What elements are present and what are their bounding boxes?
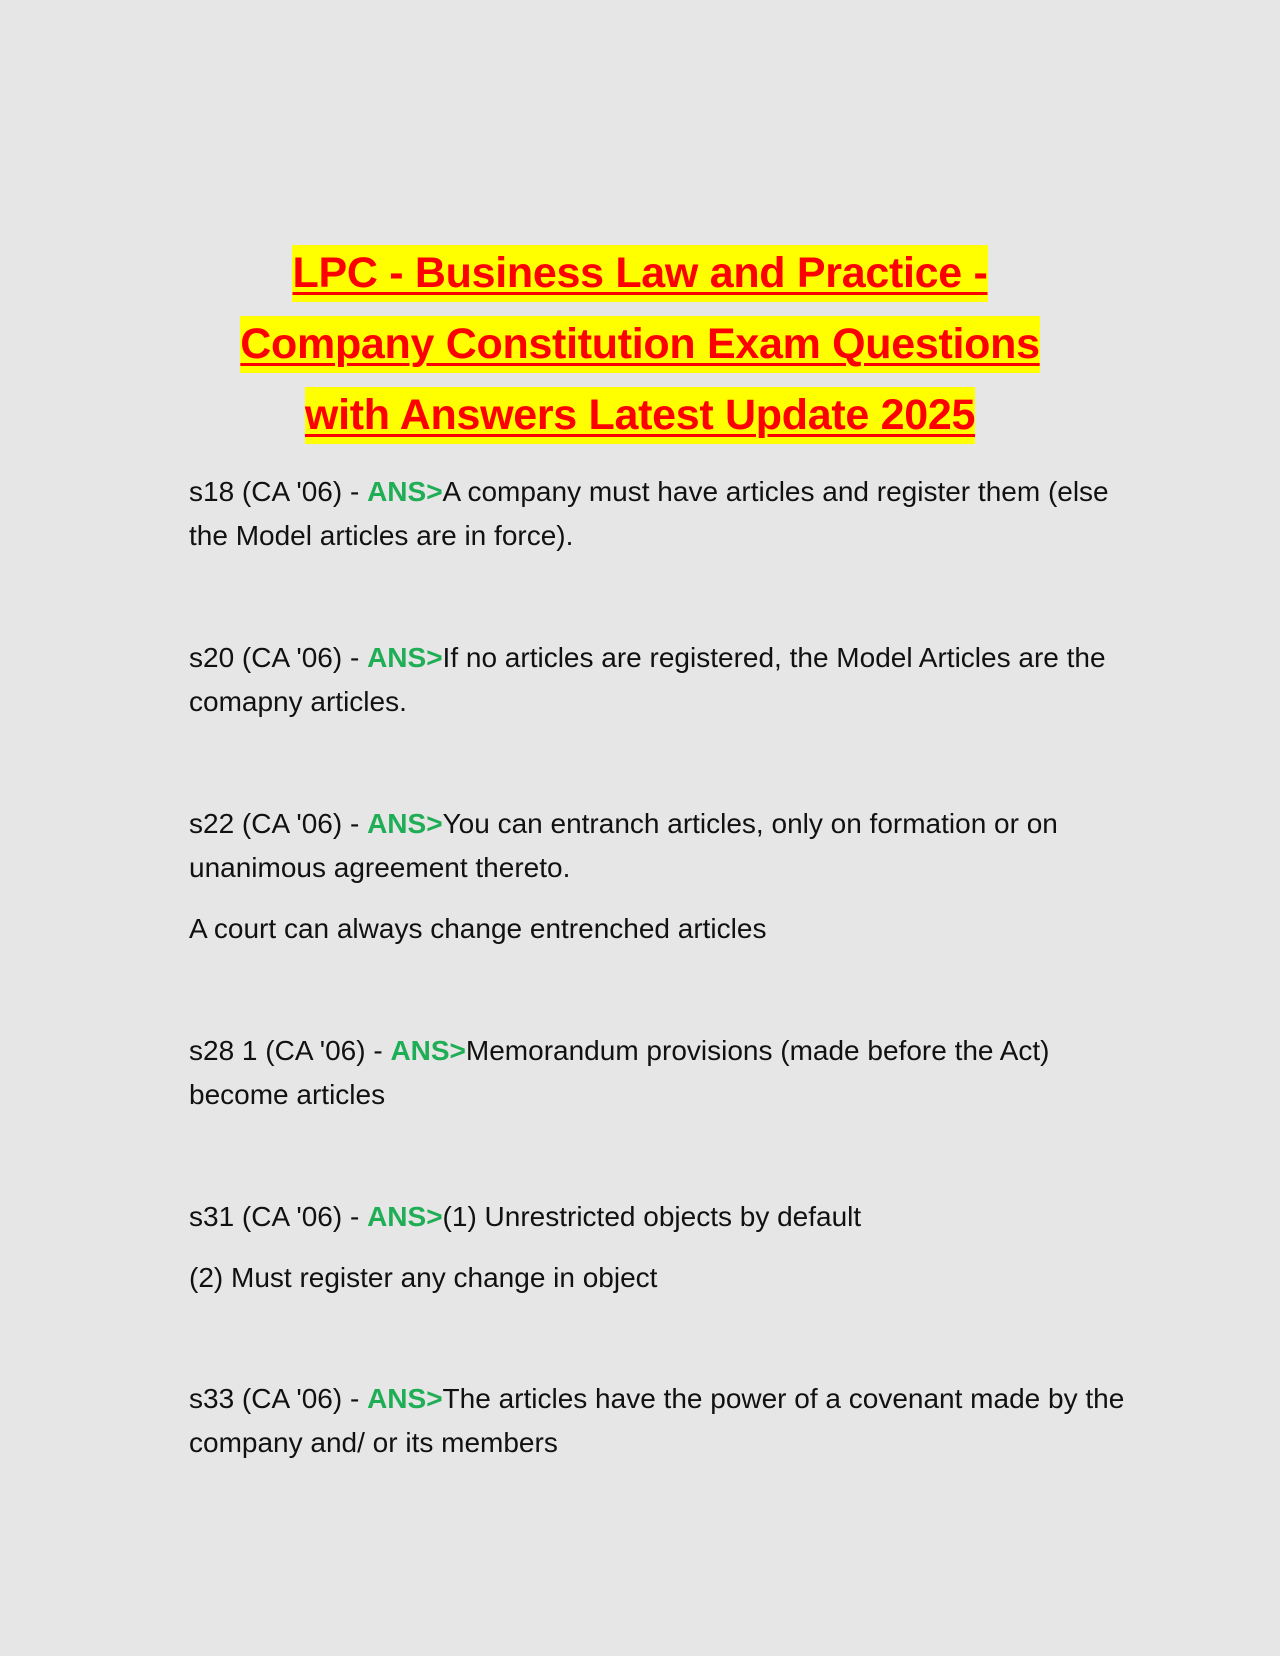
entry-answer: The articles have the power of a covenant made by the company and/ or its members xyxy=(189,1383,1125,1458)
entry-term: s33 (CA '06) - xyxy=(189,1383,368,1414)
ans-marker: ANS> xyxy=(367,1383,443,1414)
ans-marker: ANS> xyxy=(367,808,443,839)
entry-term: s22 (CA '06) - xyxy=(189,808,368,839)
entry-answer: Memorandum provisions (made before the Act) become articles xyxy=(189,1035,1050,1110)
entry-term: s28 1 (CA '06) - xyxy=(189,1035,391,1066)
entry-term: s20 (CA '06) - xyxy=(189,642,368,673)
qa-entry-s31 xyxy=(189,1195,861,1239)
entry-term: s31 (CA '06) - xyxy=(189,1201,368,1232)
entry-answer: If no articles are registered, the Model Articles are the comapny articles. xyxy=(189,642,1106,717)
entry-answer: (1) Unrestricted objects by default xyxy=(442,1201,862,1232)
title-line-3: with Answers Latest Update 2025 xyxy=(305,387,975,444)
qa-entry-s18 xyxy=(189,470,1139,558)
qa-entry-s33 xyxy=(189,1377,1139,1465)
ans-marker: ANS> xyxy=(367,1201,443,1232)
title-line-1: LPC - Business Law and Practice - xyxy=(292,245,987,302)
qa-entry-s31-note: (2) Must register any change in object xyxy=(189,1262,658,1293)
qa-entry-s28 xyxy=(189,1029,1139,1117)
entry-term: s18 (CA '06) - xyxy=(189,476,368,507)
qa-entry-s20 xyxy=(189,636,1139,724)
ans-marker: ANS> xyxy=(390,1035,466,1066)
ans-marker: ANS> xyxy=(367,476,443,507)
title-line-2: Company Constitution Exam Questions xyxy=(240,316,1039,373)
qa-entry-s22 xyxy=(189,802,1139,890)
ans-marker: ANS> xyxy=(367,642,443,673)
entry-answer: A company must have articles and register them (else the Model articles are in force). xyxy=(189,476,1109,551)
document-title xyxy=(150,238,1130,451)
entry-answer: You can entranch articles, only on formation or on unanimous agreement thereto. xyxy=(189,808,1058,883)
qa-entry-s22-note: A court can always change entrenched articles xyxy=(189,913,767,944)
